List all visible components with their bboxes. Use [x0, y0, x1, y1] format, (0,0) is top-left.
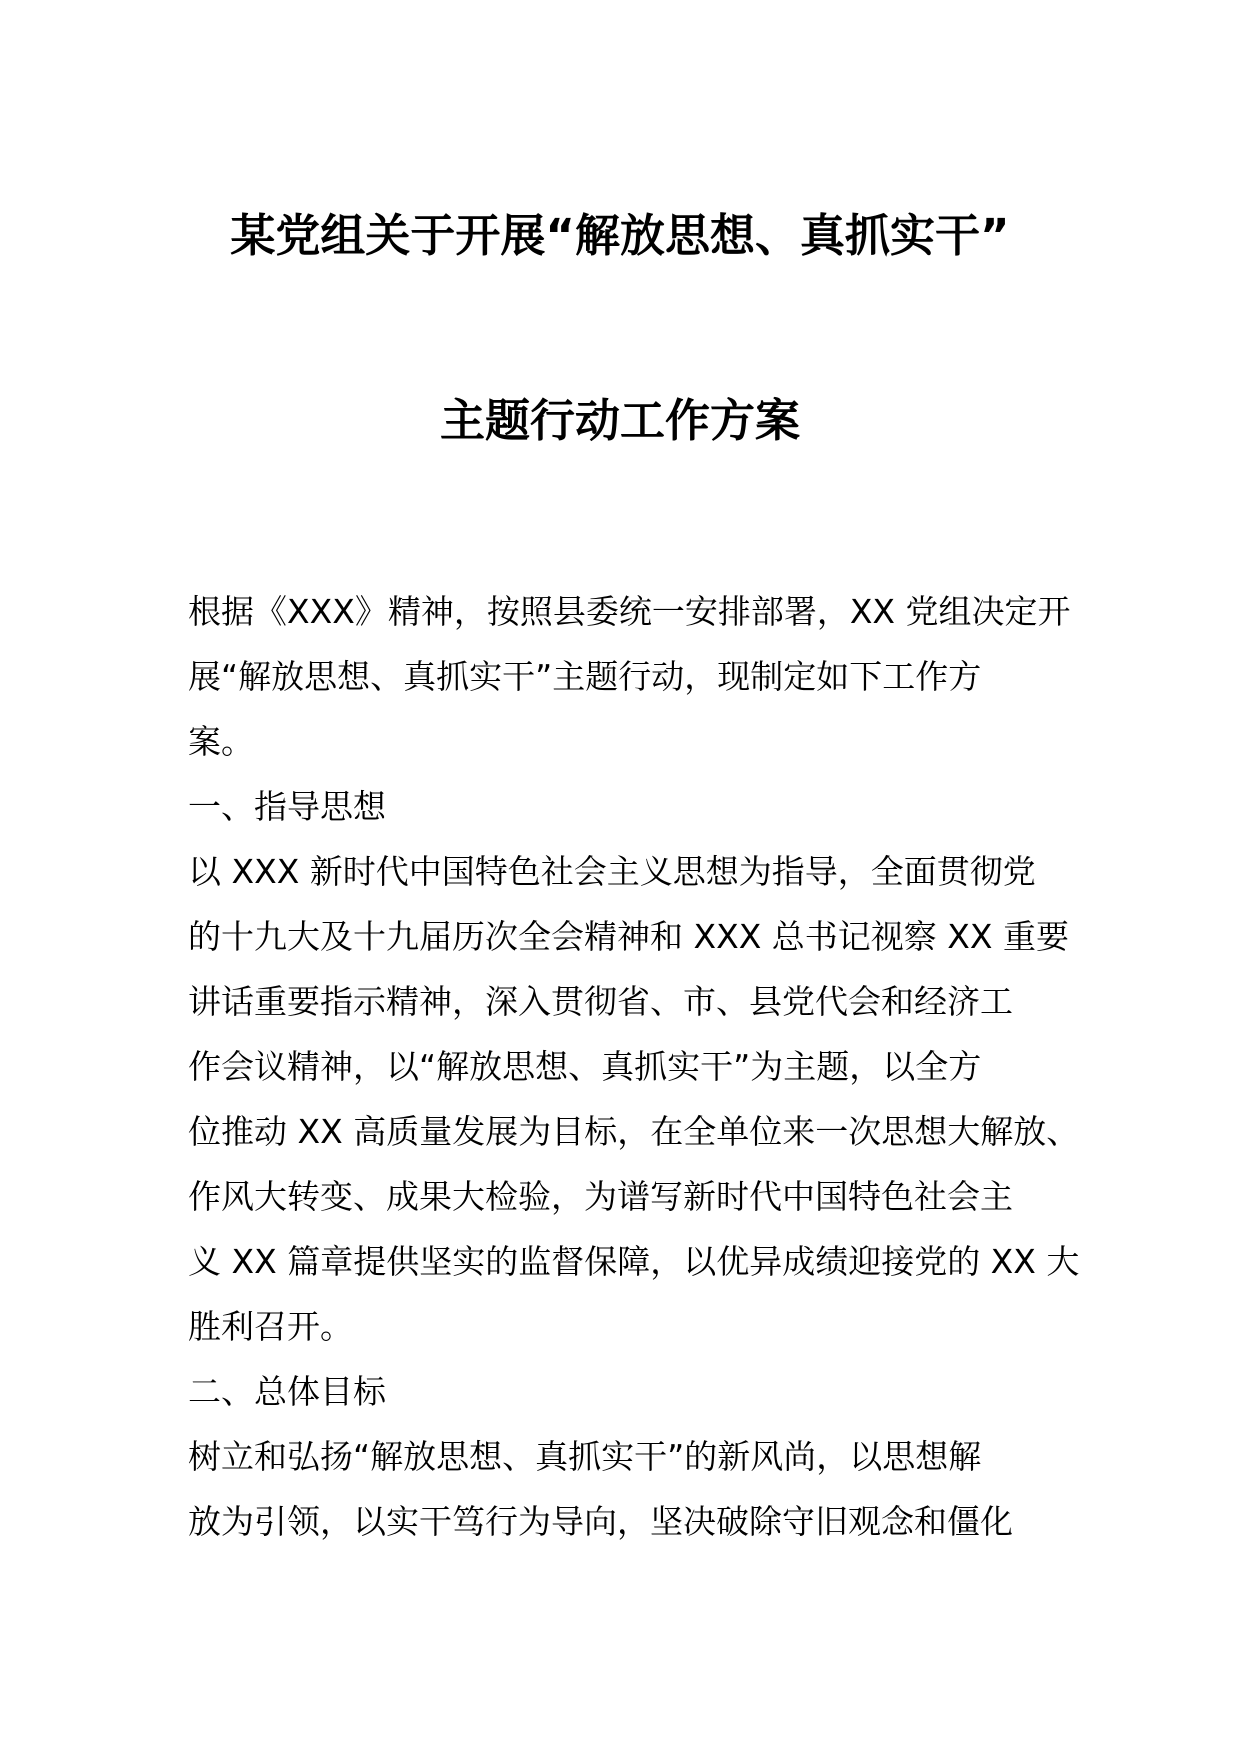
body-line: 义 XX 篇章提供坚实的监督保障，以优异成绩迎接党的 XX 大: [188, 1242, 1080, 1281]
body-line: 讲话重要指示精神，深入贯彻省、市、县党代会和经济工: [188, 982, 1013, 1021]
body-line: 的十九大及十九届历次全会精神和 XXX 总书记视察 XX 重要: [188, 917, 1069, 956]
document-title-line-1: 某党组关于开展“解放思想、真抓实干”: [230, 209, 1010, 262]
body-line: 作会议精神，以“解放思想、真抓实干”为主题，以全方: [188, 1047, 982, 1086]
body-line: 作风大转变、成果大检验，为谱写新时代中国特色社会主: [188, 1177, 1013, 1216]
body-line: 展“解放思想、真抓实干”主题行动，现制定如下工作方: [188, 657, 982, 696]
body-line: 放为引领，以实干笃行为导向，坚决破除守旧观念和僵化: [188, 1502, 1013, 1541]
section-heading-overall-goal: 二、总体目标: [188, 1372, 386, 1411]
body-line: 案。: [188, 722, 254, 761]
document-title-line-2: 主题行动工作方案: [439, 394, 800, 447]
document-body: [188, 579, 1080, 1554]
body-line: 根据《XXX》精神，按照县委统一安排部署，XX 党组决定开: [188, 592, 1071, 631]
body-line: 树立和弘扬“解放思想、真抓实干”的新风尚，以思想解: [188, 1437, 982, 1476]
body-line: 以 XXX 新时代中国特色社会主义思想为指导，全面贯彻党: [188, 852, 1036, 891]
body-line: 胜利召开。: [188, 1307, 353, 1346]
section-heading-guiding-thought: 一、指导思想: [188, 787, 386, 826]
body-line: 位推动 XX 高质量发展为目标，在全单位来一次思想大解放、: [188, 1112, 1080, 1151]
